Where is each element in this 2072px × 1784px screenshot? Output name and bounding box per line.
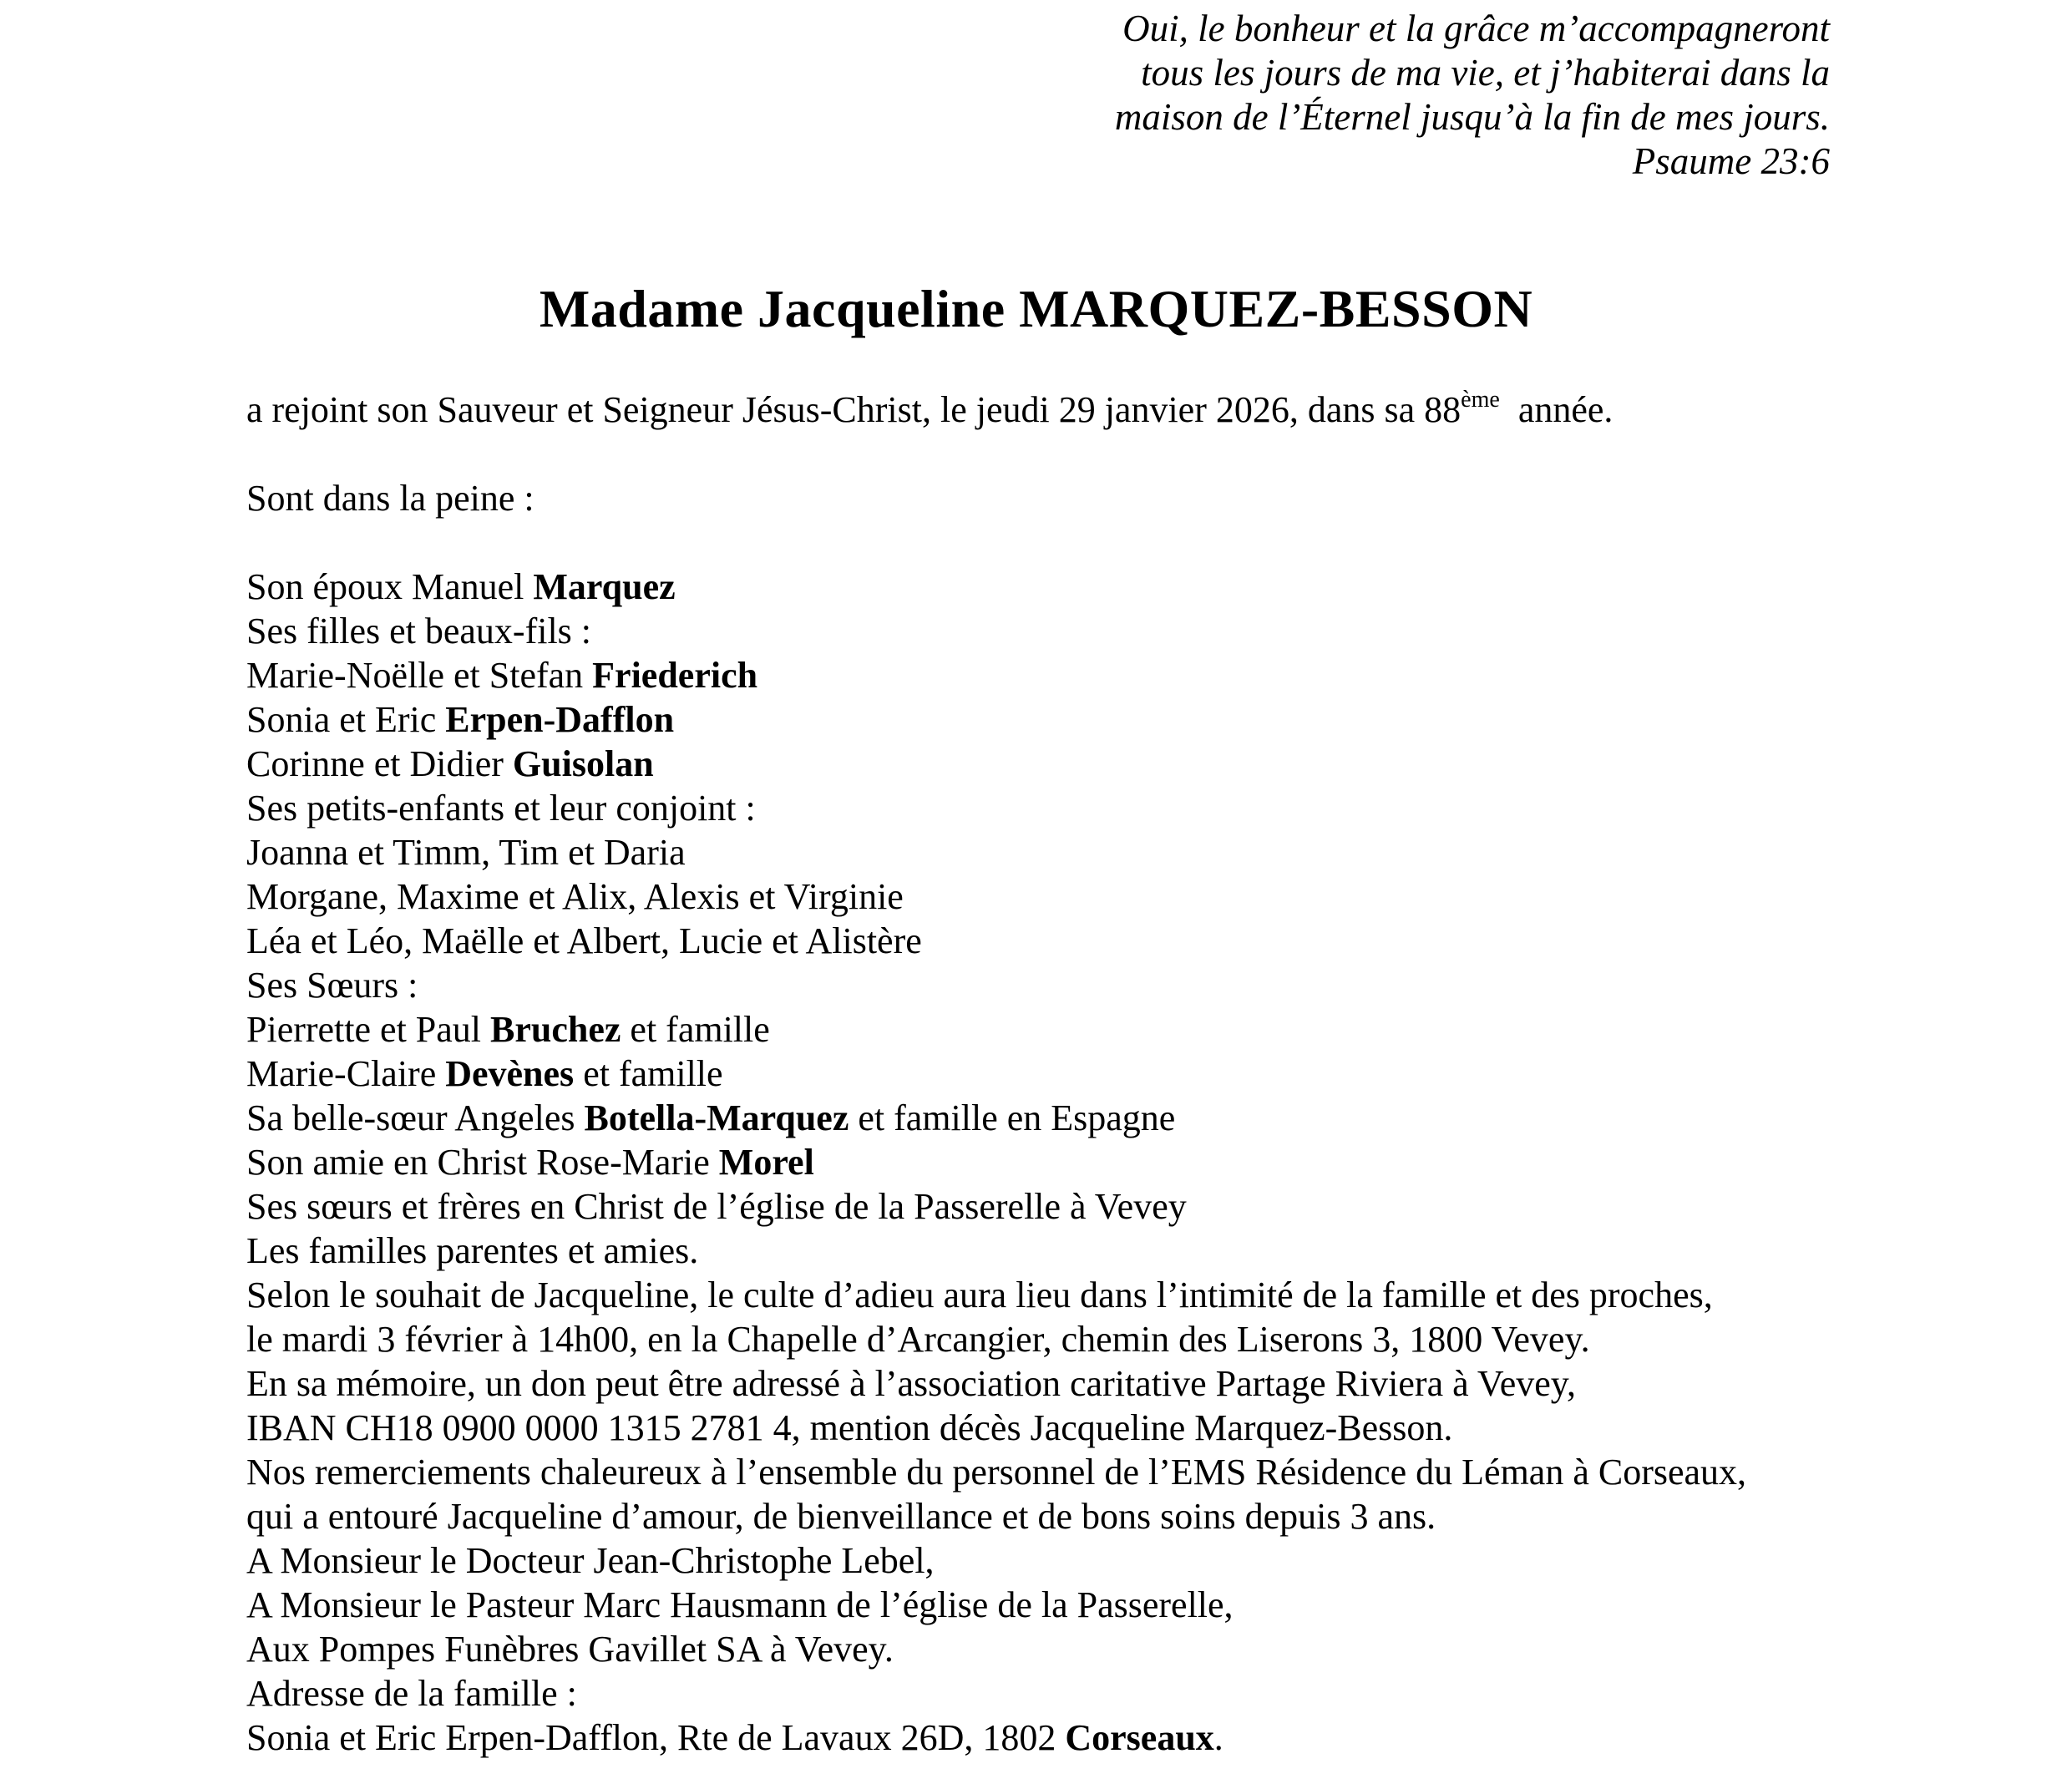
blank-line: [246, 520, 1746, 565]
family-line: Pierrette et Paul Bruchez et famille: [246, 1009, 770, 1050]
family-group-header: Ses Sœurs :: [246, 965, 418, 1006]
family-line: Marie-Noëlle et Stefan Friederich: [246, 655, 758, 696]
family-line: Sonia et Eric Erpen-Dafflon: [246, 699, 675, 740]
family-line: Sa belle-sœur Angeles Botella-Marquez et famille en Espagne: [246, 1097, 1176, 1138]
family-group-header: Ses petits-enfants et leur conjoint :: [246, 788, 756, 829]
intro-line: a rejoint son Sauveur et Seigneur Jésus-Christ, le jeudi 29 janvier 2026, dans sa 88ème année.: [246, 387, 1614, 430]
thanks-line: A Monsieur le Pasteur Marc Hausmann de l’église de la Passerelle,: [246, 1584, 1234, 1625]
announcement-body: [246, 388, 1746, 1760]
family-line: Léa et Léo, Maëlle et Albert, Lucie et Alistère: [246, 920, 922, 961]
thanks-line: Nos remerciements chaleureux à l’ensemble du personnel de l’EMS Résidence du Léman à Corseaux,: [246, 1452, 1747, 1493]
family-line-spouse: Son époux Manuel Marquez: [246, 566, 676, 607]
donation-line: En sa mémoire, un don peut être adressé à l’association caritative Partage Riviera à Vevey,: [246, 1363, 1576, 1404]
mourning-header: Sont dans la peine :: [246, 478, 534, 519]
epigraph-line: tous les jours de ma vie, et j’habiterai dans la: [1141, 52, 1830, 94]
family-line: Ses sœurs et frères en Christ de l’église de la Passerelle à Vevey: [246, 1186, 1187, 1227]
family-line: Morgane, Maxime et Alix, Alexis et Virginie: [246, 876, 904, 917]
psalm-reference: Psaume 23:6: [1632, 140, 1830, 182]
family-line: Corinne et Didier Guisolan: [246, 743, 654, 784]
thanks-line: A Monsieur le Docteur Jean-Christophe Lebel,: [246, 1540, 935, 1581]
family-line: Marie-Claire Devènes et famille: [246, 1053, 723, 1094]
address-line: Sonia et Eric Erpen-Dafflon, Rte de Lavaux 26D, 1802 Corseaux.: [246, 1717, 1223, 1758]
family-line: Son amie en Christ Rose-Marie Morel: [246, 1142, 814, 1183]
donation-iban-line: IBAN CH18 0900 0000 1315 2781 4, mention décès Jacqueline Marquez-Besson.: [246, 1407, 1453, 1448]
deceased-name-title: Madame Jacqueline MARQUEZ-BESSON: [539, 279, 1533, 338]
family-line: Les familles parentes et amies.: [246, 1230, 699, 1271]
epigraph-quote: [1115, 7, 1830, 184]
family-group-header: Ses filles et beaux-fils :: [246, 611, 592, 651]
epigraph-line: maison de l’Éternel jusqu’à la fin de mes jours.: [1114, 96, 1830, 138]
address-header: Adresse de la famille :: [246, 1673, 577, 1714]
thanks-line: Aux Pompes Funèbres Gavillet SA à Vevey.: [246, 1629, 894, 1670]
epigraph-line: Oui, le bonheur et la grâce m’accompagneront: [1122, 8, 1830, 49]
ceremony-line: le mardi 3 février à 14h00, en la Chapelle d’Arcangier, chemin des Liserons 3, 1800 Vevey.: [246, 1319, 1590, 1360]
family-line: Joanna et Timm, Tim et Daria: [246, 832, 686, 873]
thanks-line: qui a entouré Jacqueline d’amour, de bienveillance et de bons soins depuis 3 ans.: [246, 1496, 1436, 1537]
ceremony-line: Selon le souhait de Jacqueline, le culte d’adieu aura lieu dans l’intimité de la famille et des proches,: [246, 1275, 1713, 1315]
blank-line: [246, 432, 1746, 476]
